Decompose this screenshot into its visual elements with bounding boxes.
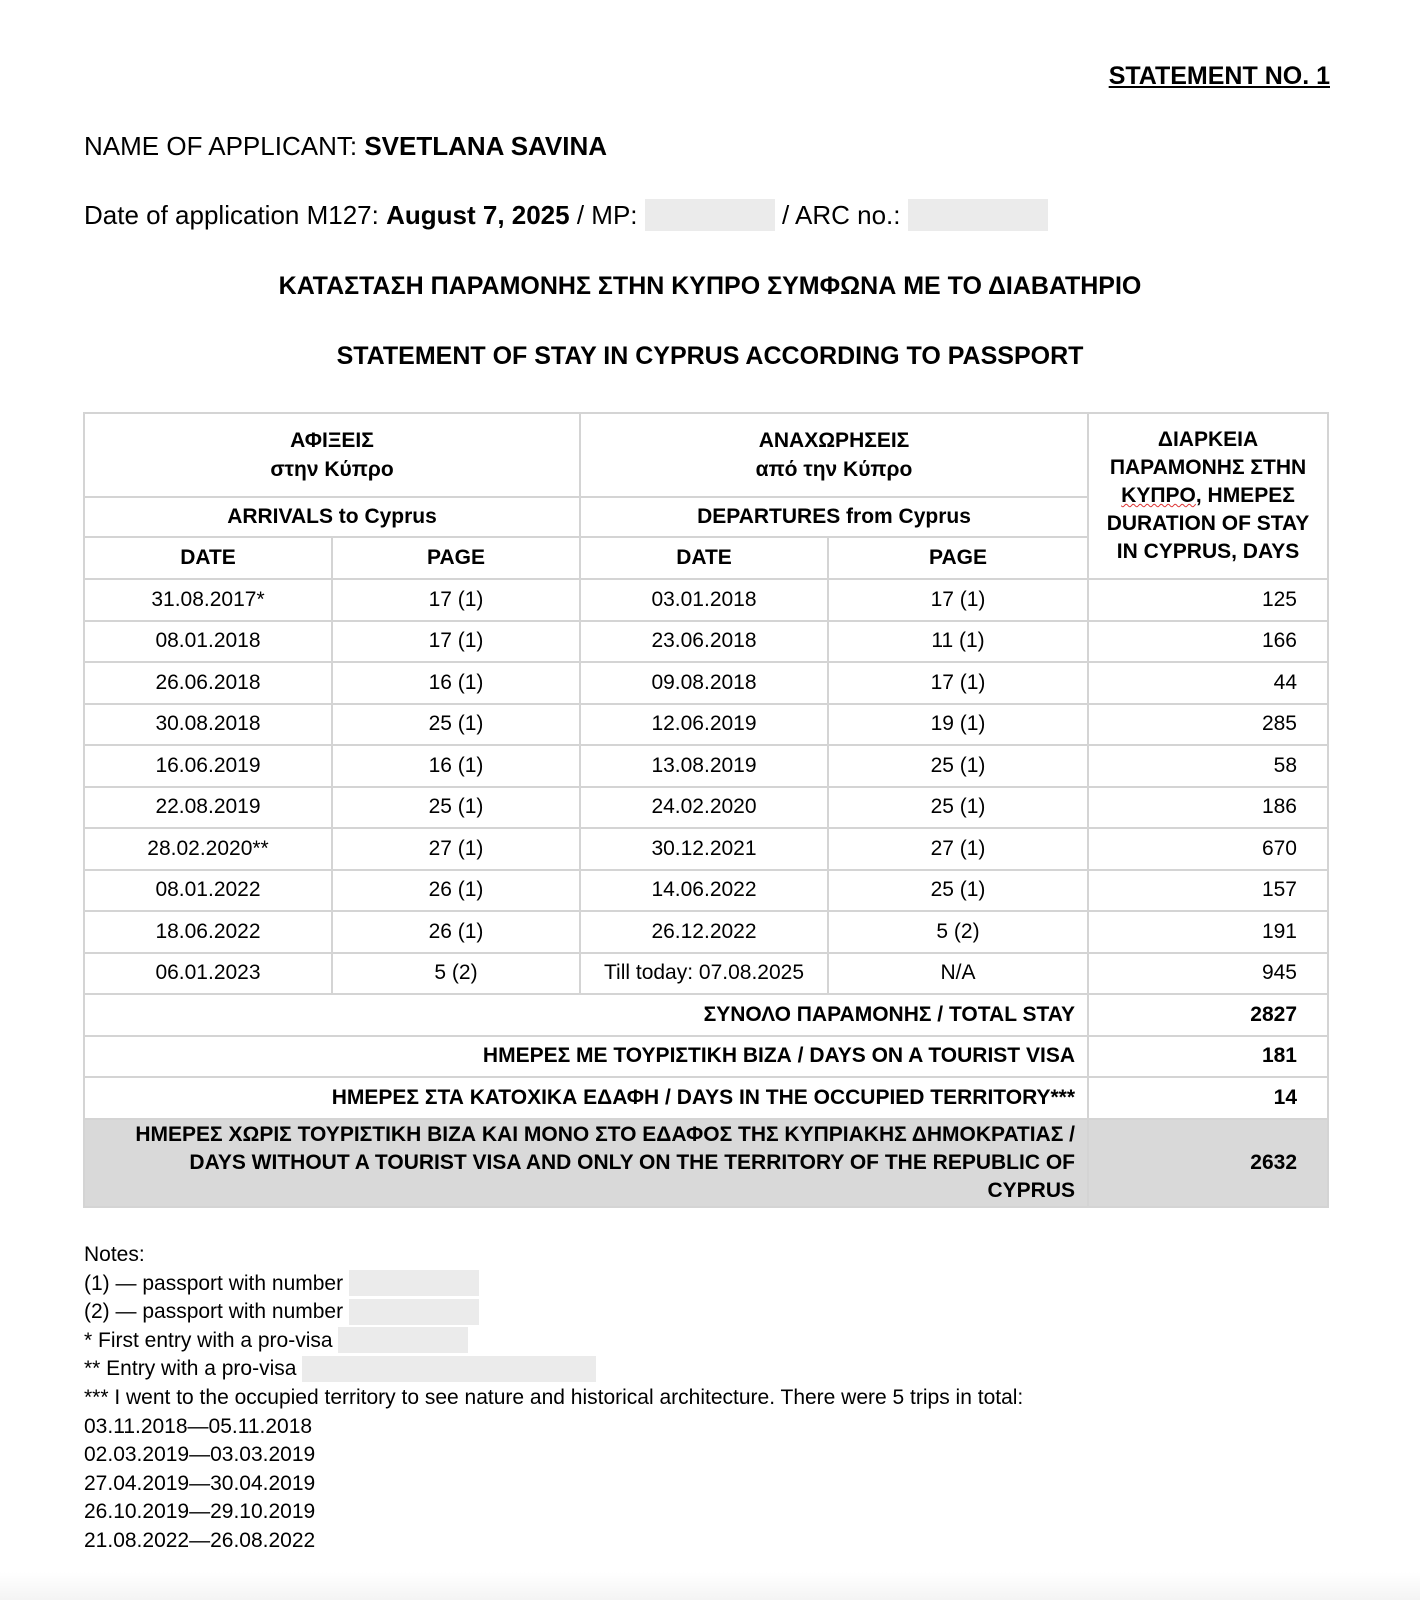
departure-date: 13.08.2019 [580, 745, 828, 787]
duration-header [1088, 413, 1328, 579]
duration-line3b: , ΗΜΕΡΕΣ [1195, 484, 1295, 507]
arrival-page: 26 (1) [332, 870, 580, 912]
notes-section [84, 1241, 1023, 1556]
arrival-page: 26 (1) [332, 911, 580, 953]
stay-days: 186 [1088, 787, 1328, 829]
occupied-territory-value: 14 [1088, 1077, 1328, 1119]
title-greek: ΚΑΤΑΣΤΑΣΗ ΠΑΡΑΜΟΝΗΣ ΣΤΗΝ ΚΥΠΡΟ ΣΥΜΦΩΝΑ ΜΕ ΤΟ ΔΙΑΒΑΤΗΡΙΟ [278, 272, 1142, 300]
departure-page: N/A [828, 953, 1088, 995]
redacted-pro-visa-2 [302, 1356, 596, 1382]
table-row [84, 870, 1328, 912]
departure-date: 03.01.2018 [580, 579, 828, 621]
arrival-page: 17 (1) [332, 579, 580, 621]
total-label: ΣΥΝΟΛΟ ΠΑΡΑΜΟΝΗΣ / TOTAL STAY [84, 994, 1088, 1036]
arrivals-greek-line1: ΑΦΙΞΕΙΣ [290, 429, 374, 452]
arrival-page: 17 (1) [332, 621, 580, 663]
arrival-date: 22.08.2019 [84, 787, 332, 829]
note-entry-text: ** Entry with a pro-visa [84, 1357, 297, 1381]
arrival-date: 26.06.2018 [84, 662, 332, 704]
departure-page: 17 (1) [828, 579, 1088, 621]
total-row [84, 994, 1328, 1036]
duration-line1: ΔΙΑΡΚΕΙΑ [1157, 428, 1259, 451]
stay-table [83, 412, 1329, 1208]
table-row [84, 953, 1328, 995]
note-passport-1-text: (1) — passport with number [84, 1271, 344, 1295]
application-date-line [84, 200, 1048, 233]
arrival-date: 28.02.2020** [84, 828, 332, 870]
mp-label: / MP: [576, 200, 638, 230]
trip-item: 21.08.2022—26.08.2022 [84, 1528, 316, 1552]
arrival-date: 08.01.2018 [84, 621, 332, 663]
duration-line4: DURATION OF STAY [1106, 512, 1310, 535]
title-english: STATEMENT OF STAY IN CYPRUS ACCORDING TO PASSPORT [336, 342, 1084, 370]
duration-line5: IN CYPRUS, DAYS [1116, 540, 1300, 563]
arrival-page: 27 (1) [332, 828, 580, 870]
applicant-label: NAME OF APPLICANT: [84, 131, 358, 161]
arrival-page: 16 (1) [332, 745, 580, 787]
departure-page: 5 (2) [828, 911, 1088, 953]
table-row [84, 828, 1328, 870]
note-first-entry [84, 1327, 1023, 1356]
statement-number: STATEMENT NO. 1 [1108, 62, 1330, 90]
departures-english-header: DEPARTURES from Cyprus [580, 497, 1088, 537]
stay-days: 670 [1088, 828, 1328, 870]
departures-greek-line2: από την Κύπρο [755, 458, 913, 481]
stay-days: 44 [1088, 662, 1328, 704]
table-row [84, 911, 1328, 953]
net-days-label [84, 1119, 1088, 1207]
date-label: Date of application M127: [84, 200, 379, 230]
tourist-visa-row [84, 1036, 1328, 1078]
redacted-mp [645, 199, 775, 231]
table-row [84, 745, 1328, 787]
stay-days: 157 [1088, 870, 1328, 912]
arrivals-greek-header [84, 413, 580, 497]
tourist-visa-value: 181 [1088, 1036, 1328, 1078]
departure-page: 17 (1) [828, 662, 1088, 704]
stay-days: 285 [1088, 704, 1328, 746]
departure-date: 12.06.2019 [580, 704, 828, 746]
departures-greek-header [580, 413, 1088, 497]
departures-greek-line1: ΑΝΑΧΩΡΗΣΕΙΣ [758, 429, 910, 452]
arrival-page-header: PAGE [332, 537, 580, 579]
stay-days: 166 [1088, 621, 1328, 663]
departure-date: 24.02.2020 [580, 787, 828, 829]
stay-days: 125 [1088, 579, 1328, 621]
arrivals-english-header: ARRIVALS to Cyprus [84, 497, 580, 537]
arrivals-greek-line2: στην Κύπρο [270, 458, 394, 481]
table-row [84, 579, 1328, 621]
duration-line3a: ΚΥΠΡΟ [1121, 484, 1196, 507]
departure-page-header: PAGE [828, 537, 1088, 579]
arrival-date: 31.08.2017* [84, 579, 332, 621]
arrival-date: 18.06.2022 [84, 911, 332, 953]
redacted-arc [908, 199, 1048, 231]
redacted-passport-2 [349, 1299, 479, 1325]
occupied-territory-label: ΗΜΕΡΕΣ ΣΤΑ ΚΑΤΟΧΙΚΑ ΕΔΑΦΗ / DAYS IN THE OCCUPIED TERRITORY*** [84, 1077, 1088, 1119]
departure-date-header: DATE [580, 537, 828, 579]
departure-page: 11 (1) [828, 621, 1088, 663]
departure-date: 30.12.2021 [580, 828, 828, 870]
trip-item: 03.11.2018—05.11.2018 [84, 1414, 313, 1438]
arrival-page: 25 (1) [332, 704, 580, 746]
redacted-passport-1 [349, 1270, 479, 1296]
note-passport-1 [84, 1270, 1023, 1299]
arrival-date: 08.01.2022 [84, 870, 332, 912]
trip-item: 26.10.2019—29.10.2019 [84, 1500, 316, 1524]
duration-line3 [1101, 482, 1315, 510]
total-value: 2827 [1088, 994, 1328, 1036]
net-days-label-line3: CYPRUS [987, 1178, 1075, 1202]
trip-item: 27.04.2019—30.04.2019 [84, 1471, 316, 1495]
arrival-page: 16 (1) [332, 662, 580, 704]
departure-date: 14.06.2022 [580, 870, 828, 912]
applicant-line [84, 131, 607, 162]
tourist-visa-label: ΗΜΕΡΕΣ ΜΕ ΤΟΥΡΙΣΤΙΚΗ ΒΙΖΑ / DAYS ON A TOURIST VISA [84, 1036, 1088, 1078]
arrival-date: 30.08.2018 [84, 704, 332, 746]
stay-days: 58 [1088, 745, 1328, 787]
redacted-pro-visa-1 [338, 1327, 468, 1353]
departure-date: Till today: 07.08.2025 [580, 953, 828, 995]
net-days-label-line1: ΗΜΕΡΕΣ ΧΩΡΙΣ ΤΟΥΡΙΣΤΙΚΗ ΒΙΖΑ ΚΑΙ ΜΟΝΟ ΣΤΟ ΕΔΑΦΟΣ ΤΗΣ ΚΥΠΡΙΑΚΗΣ ΔΗΜΟΚΡΑΤΙΑΣ / [135, 1122, 1075, 1146]
table-row [84, 662, 1328, 704]
net-days-value: 2632 [1088, 1119, 1328, 1207]
arrival-page: 25 (1) [332, 787, 580, 829]
stay-days: 191 [1088, 911, 1328, 953]
departure-page: 25 (1) [828, 787, 1088, 829]
arrival-page: 5 (2) [332, 953, 580, 995]
notes-title: Notes: [84, 1243, 145, 1266]
page-bottom-shade [0, 1572, 1420, 1600]
date-value: August 7, 2025 [386, 200, 570, 230]
departure-page: 19 (1) [828, 704, 1088, 746]
note-first-entry-text: * First entry with a pro-visa [84, 1328, 333, 1352]
trip-item: 02.03.2019—03.03.2019 [84, 1443, 316, 1467]
departure-date: 26.12.2022 [580, 911, 828, 953]
arc-label: / ARC no.: [781, 200, 901, 230]
departure-date: 23.06.2018 [580, 621, 828, 663]
note-passport-2 [84, 1298, 1023, 1327]
net-days-label-line2: DAYS WITHOUT A TOURIST VISA AND ONLY ON THE TERRITORY OF THE REPUBLIC OF [189, 1150, 1075, 1174]
net-days-row [84, 1119, 1328, 1207]
note-passport-2-text: (2) — passport with number [84, 1300, 344, 1324]
stay-days: 945 [1088, 953, 1328, 995]
applicant-name: SVETLANA SAVINA [364, 131, 607, 161]
departure-page: 25 (1) [828, 745, 1088, 787]
duration-line2: ΠΑΡΑΜΟΝΗΣ ΣΤΗΝ [1109, 456, 1307, 479]
departure-page: 27 (1) [828, 828, 1088, 870]
note-occupied: *** I went to the occupied territory to see nature and historical architecture. There were 5 trips in total: [84, 1385, 1024, 1409]
table-row [84, 704, 1328, 746]
table-row [84, 787, 1328, 829]
arrival-date: 16.06.2019 [84, 745, 332, 787]
occupied-territory-row [84, 1077, 1328, 1119]
arrival-date: 06.01.2023 [84, 953, 332, 995]
arrival-date-header: DATE [84, 537, 332, 579]
note-entry [84, 1355, 1023, 1384]
table-row [84, 621, 1328, 663]
departure-date: 09.08.2018 [580, 662, 828, 704]
departure-page: 25 (1) [828, 870, 1088, 912]
